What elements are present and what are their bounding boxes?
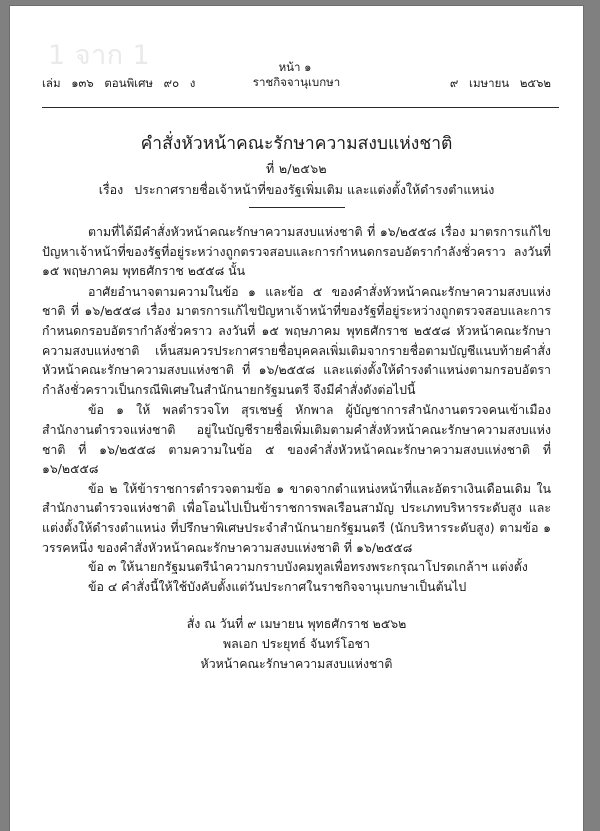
date-year: ๒๕๖๒	[519, 76, 551, 90]
gazette-name: ราชกิจจานุเบกษา	[252, 75, 341, 89]
section-label: ตอนพิเศษ	[104, 76, 153, 90]
date-month: เมษายน	[469, 76, 510, 90]
page-number: ๑	[304, 60, 315, 74]
clause-3: ข้อ ๓ ให้นายกรัฐมนตรีนำความกราบบังคมทูลเพื่อทรงพระกรุณาโปรดเกล้าฯ แต่งตั้ง	[88, 559, 528, 575]
document-number-value: ๒/๒๕๖๒	[278, 161, 327, 176]
volume-number: ๑๓๖	[71, 76, 94, 90]
signature-block	[10, 614, 583, 674]
section-number: ๙๐	[163, 76, 180, 90]
page-indicator: 1 จาก 1	[48, 40, 151, 71]
clause-2: ข้อ ๒ ให้ข้าราชการตำรวจตามข้อ ๑ ขาดจากตำแหน่งหน้าที่และอัตราเงินเดือนเดิม ในสำนักงานตำรวจแห่งชาติ เพื่อโอนไปเป็นข้าราชการพลเรือนสามัญ ประเภทบริหารระดับสูง และแต่งตั้งให้ดำรงตำแหน่ง ที่ปรึกษาพิเศษประจำสำนักนายกรัฐมนตรี (นักบริหารระดับสูง) ตามข้อ ๑ วรรคหนึ่ง ของคำสั่งหัวหน้าคณะรักษาความสงบแห่งชาติ ที่ ๑๖/๒๕๕๘	[42, 480, 551, 555]
clause-4: ข้อ ๔ คำสั่งนี้ให้ใช้บังคับตั้งแต่วันประกาศในราชกิจจานุเบกษาเป็นต้นไป	[88, 578, 467, 594]
title-block	[10, 132, 583, 208]
date-day: ๙	[449, 76, 459, 90]
gazette-document	[10, 6, 583, 674]
signature-dateline: สั่ง ณ วันที่ ๙ เมษายน พุทธศักราช ๒๕๖๒	[186, 616, 407, 632]
masthead-divider	[42, 107, 559, 108]
title-divider	[249, 207, 345, 208]
subject-label: เรื่อง	[98, 182, 124, 197]
masthead-date	[450, 75, 551, 93]
page-label: หน้า	[278, 60, 301, 74]
document-body	[42, 222, 551, 596]
subject-text: ประกาศรายชื่อเจ้าหน้าที่ของรัฐเพิ่มเติม และแต่งตั้งให้ดำรงตำแหน่ง	[134, 182, 495, 197]
document-subject	[10, 180, 583, 200]
volume-label: เล่ม	[42, 76, 61, 90]
preamble-paragraph-1: ตามที่ได้มีคำสั่งหัวหน้าคณะรักษาความสงบแห่งชาติ ที่ ๑๖/๒๕๕๘ เรื่อง มาตรการแก้ไขปัญหาเจ้าหน้าที่ของรัฐที่อยู่ระหว่างถูกตรวจสอบและการกำหนดกรอบอัตรากำลังชั่วคราว ลงวันที่ ๑๕ พฤษภาคม พุทธศักราช ๒๕๕๘ นั้น	[42, 224, 551, 279]
signer-name: พลเอก ประยุทธ์ จันทร์โอชา	[223, 636, 370, 652]
preamble-paragraph-2: อาศัยอำนาจตามความในข้อ ๑ และข้อ ๕ ของคำสั่งหัวหน้าคณะรักษาความสงบแห่งชาติ ที่ ๑๖/๒๕๕๘ เรื่อง มาตรการแก้ไขปัญหาเจ้าหน้าที่ของรัฐที่อยู่ระหว่างถูกตรวจสอบและการกำหนดกรอบอัตรากำลังชั่วคราว ลงวันที่ ๑๕ พฤษภาคม พุทธศักราช ๒๕๕๘ หัวหน้าคณะรักษาความสงบแห่งชาติ เห็นสมควรประกาศรายชื่อบุคคลเพิ่มเติมจากรายชื่อตามบัญชีแนบท้ายคำสั่งหัวหน้าคณะรักษาความสงบแห่งชาติ ที่ ๑๖/๒๕๕๘ และแต่งตั้งให้ดำรงตำแหน่งตามกรอบอัตรากำลังชั่วคราวเป็นกรณีพิเศษในสำนักนายกรัฐมนตรี จึงมีคำสั่งดังต่อไปนี้	[42, 283, 551, 397]
section-letter: ง	[189, 76, 196, 90]
document-page	[10, 6, 583, 831]
document-number-label: ที่	[266, 161, 275, 176]
clause-1: ข้อ ๑ ให้ พลตำรวจโท สุรเชษฐ์ หักพาล ผู้บัญชาการสำนักงานตรวจคนเข้าเมือง สำนักงานตำรวจแห่งชาติ อยู่ในบัญชีรายชื่อเพิ่มเติมตามคำสั่งหัวหน้าคณะรักษาความสงบแห่งชาติ ที่ ๑๖/๒๕๕๘ ตามความในข้อ ๕ ของคำสั่งหัวหน้าคณะรักษาความสงบแห่งชาติ ที่ ๑๖/๒๕๕๘	[42, 402, 551, 477]
document-title: คำสั่งหัวหน้าคณะรักษาความสงบแห่งชาติ	[140, 134, 453, 154]
signer-title: หัวหน้าคณะรักษาความสงบแห่งชาติ	[200, 656, 393, 672]
masthead-volume-info	[42, 75, 195, 93]
document-number	[10, 159, 583, 178]
